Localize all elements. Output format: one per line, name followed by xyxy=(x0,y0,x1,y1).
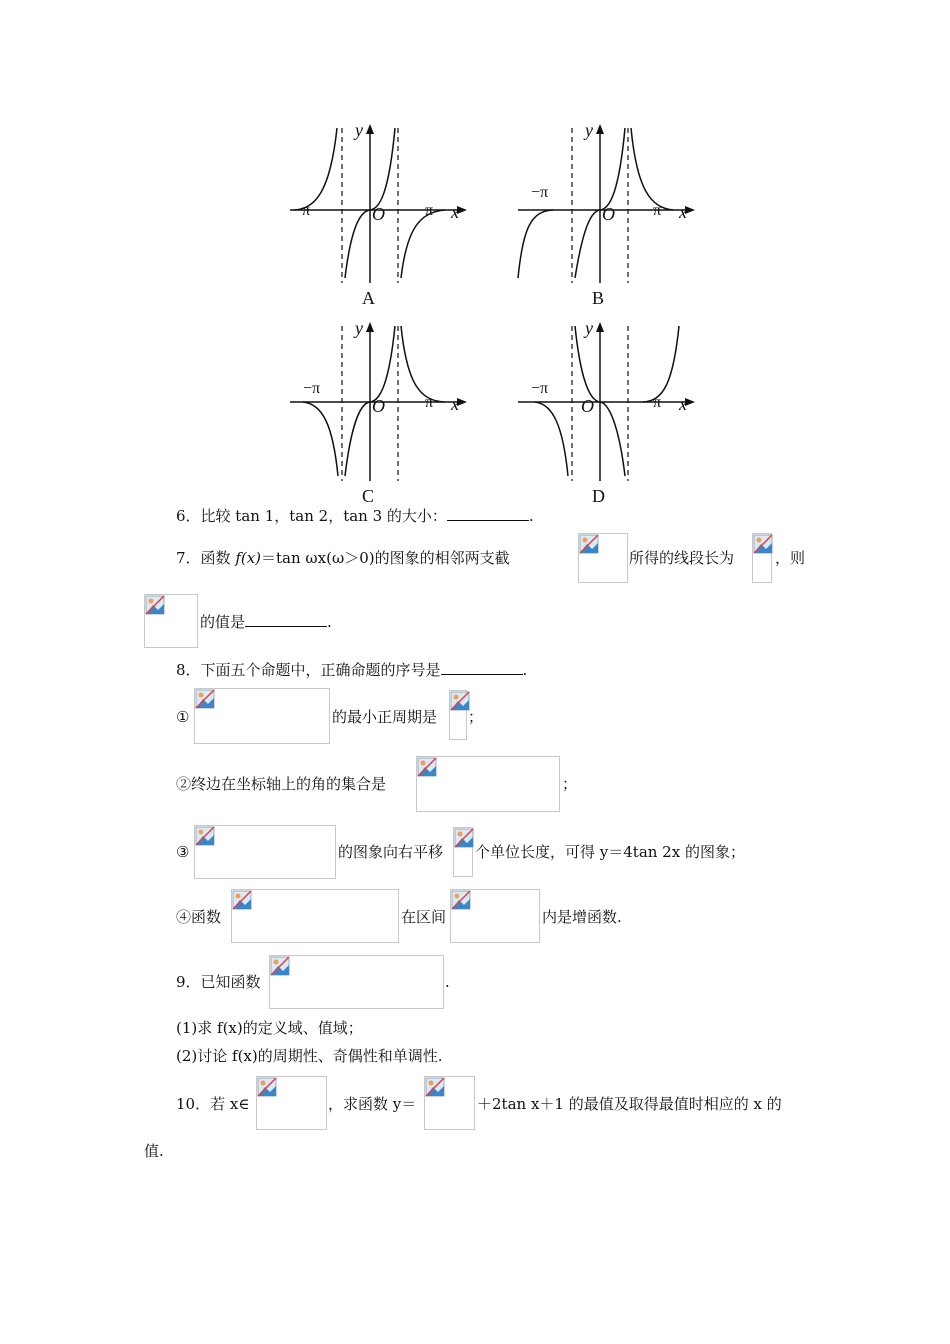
graph-c-origin: O xyxy=(372,396,385,416)
question-7-line2 xyxy=(200,612,332,632)
question-8 xyxy=(176,660,527,680)
graph-a-neg-pi: −π xyxy=(293,202,311,219)
graph-a-pi: π xyxy=(425,202,434,219)
graph-b-pi: π xyxy=(653,202,662,219)
q8-item3-formula-image xyxy=(194,825,336,879)
q8-item3-shift-image xyxy=(453,827,473,877)
graph-b-origin: O xyxy=(602,204,615,224)
graph-d-label: D xyxy=(592,486,605,506)
q8-item1-prefix: ① xyxy=(176,708,190,726)
q8-item4-prefix: ④函数 xyxy=(176,908,222,926)
broken-image-icon xyxy=(232,890,252,910)
q9-sub1: (1)求 f(x)的定义域、值域； xyxy=(176,1019,363,1037)
q9-sub2: (2)讨论 f(x)的周期性、奇偶性和单调性. xyxy=(176,1047,443,1065)
broken-image-icon xyxy=(425,1077,445,1097)
graph-d-neg-pi: −π xyxy=(531,380,549,397)
q8-item3-mid: 的图象向右平移 xyxy=(338,843,444,861)
graph-b-svg xyxy=(513,118,703,288)
graph-a-x-label: x xyxy=(451,202,459,222)
q8-item4-interval-image xyxy=(450,889,540,943)
broken-image-icon xyxy=(451,890,471,910)
graph-a-svg xyxy=(285,118,475,288)
q10-interval-image xyxy=(256,1076,327,1130)
q8-item4-end: 内是增函数. xyxy=(542,908,622,926)
broken-image-icon xyxy=(417,757,437,777)
graph-d-y-label: y xyxy=(585,318,593,338)
q10-part1: 10．若 x∈ xyxy=(176,1095,250,1113)
broken-image-icon xyxy=(257,1077,277,1097)
broken-image-icon xyxy=(195,826,215,846)
q8-item2-set-image xyxy=(416,756,560,812)
q7-part2: ＝tan ωx(ω＞0)的图象的相邻两支截 xyxy=(261,549,510,567)
graph-b-y-label: y xyxy=(585,120,593,140)
q8-item1-mid: 的最小正周期是 xyxy=(332,708,438,726)
q8-item4-mid: 在区间 xyxy=(401,908,447,926)
q7-part4: ，则 xyxy=(775,549,806,567)
q7-formula-image-1 xyxy=(578,533,628,583)
q8-item3-prefix: ③ xyxy=(176,843,190,861)
broken-image-icon xyxy=(450,691,470,711)
q7-formula-image-3 xyxy=(144,594,198,648)
q6-text: 6．比较 tan 1，tan 2，tan 3 的大小： xyxy=(176,507,447,525)
q8-item4-function-image xyxy=(231,889,399,943)
q8-item1-end: ； xyxy=(468,708,484,726)
graph-a-origin: O xyxy=(372,204,385,224)
graph-a-label: A xyxy=(362,288,375,308)
q10-part3: ＋2tan x＋1 的最值及取得最值时相应的 x 的 xyxy=(477,1095,782,1113)
graph-d-pi: π xyxy=(653,394,662,411)
graph-b-label: B xyxy=(592,288,605,308)
broken-image-icon xyxy=(454,828,474,848)
graph-c-pi: π xyxy=(425,394,434,411)
q6-answer-blank xyxy=(447,506,529,521)
broken-image-icon xyxy=(195,689,215,709)
q7-formula-image-2 xyxy=(752,533,772,583)
q8-item2-end: ； xyxy=(562,775,578,793)
graph-b-x-label: x xyxy=(679,202,687,222)
graph-a-y-label: y xyxy=(355,120,363,140)
q8-intro: 8．下面五个命题中，正确命题的序号是 xyxy=(176,661,441,679)
q7-answer-blank xyxy=(245,612,327,627)
graph-c-y-label: y xyxy=(355,318,363,338)
q8-item1-period-image xyxy=(449,690,467,740)
q9-function-image xyxy=(269,955,444,1009)
graph-c-label: C xyxy=(362,486,375,506)
graph-c-neg-pi: −π xyxy=(303,380,321,397)
broken-image-icon xyxy=(270,956,290,976)
graph-b xyxy=(513,118,703,308)
graph-c xyxy=(285,316,475,506)
question-6 xyxy=(176,506,534,526)
q10-part2: ，求函数 y＝ xyxy=(328,1095,417,1113)
broken-image-icon xyxy=(145,595,165,615)
q7-part5: 的值是 xyxy=(200,613,246,631)
q8-item3-end: 个单位长度，可得 y＝4tan 2x 的图象； xyxy=(475,843,745,861)
question-7-line1 xyxy=(176,548,510,568)
q8-item1-formula-image xyxy=(194,688,330,744)
q7-end: . xyxy=(327,613,332,631)
graph-a xyxy=(285,118,475,308)
q7-part3: 所得的线段长为 xyxy=(629,549,735,567)
broken-image-icon xyxy=(579,534,599,554)
graph-d-origin: O xyxy=(581,396,594,416)
q8-item2-prefix: ②终边在坐标轴上的角的集合是 xyxy=(176,775,387,793)
q7-part1: 7．函数 xyxy=(176,549,236,567)
q8-end: . xyxy=(522,661,528,679)
graph-d-x-label: x xyxy=(679,394,687,414)
q8-answer-blank xyxy=(441,660,523,675)
q7-fx: f(x) xyxy=(235,549,262,567)
broken-image-icon xyxy=(753,534,773,554)
q9-intro: 9．已知函数 xyxy=(176,973,261,991)
q10-part4: 值. xyxy=(144,1142,164,1160)
graph-b-neg-pi: −π xyxy=(531,184,549,201)
graph-d-svg xyxy=(513,316,703,486)
graph-d xyxy=(513,316,703,506)
graph-c-x-label: x xyxy=(451,394,459,414)
q9-end: . xyxy=(445,973,450,991)
q6-end: . xyxy=(528,507,534,525)
q10-term-image xyxy=(424,1076,475,1130)
